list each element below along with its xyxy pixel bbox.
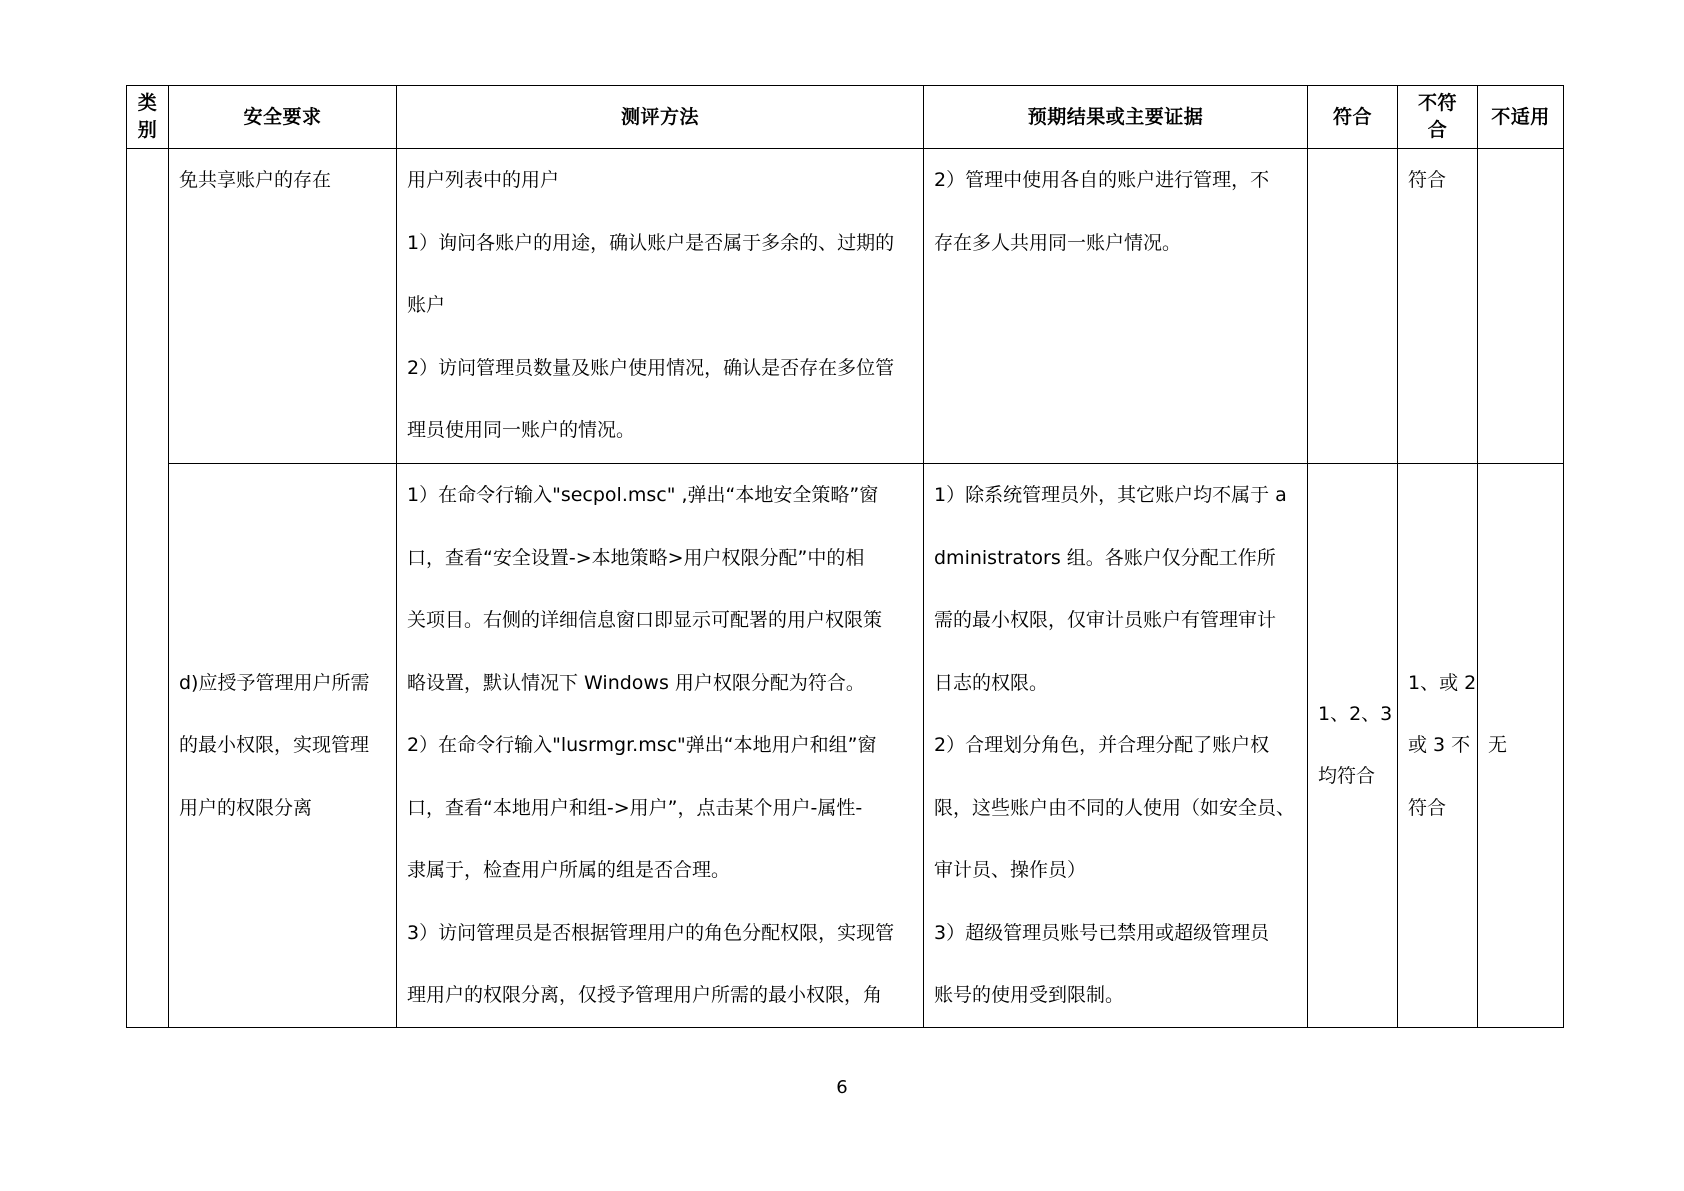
header-na: 不适用 bbox=[1478, 86, 1564, 149]
category-cell bbox=[127, 149, 169, 1028]
header-nonconform: 不符 合 bbox=[1398, 86, 1478, 149]
evaluation-table-sheet bbox=[126, 85, 1563, 1028]
method-cell: 1）在命令行输入"secpol.msc" ,弹出“本地安全策略”窗 口，查看“安全设置->本地策略>用户权限分配”中的相 关项目。右侧的详细信息窗口即显示可配署的用户权限策 略设置，默认情况下 Windows 用户权限分配为符合。 2）在命令行输入"lusrmgr.msc"弹出“本地用户和组”窗 口，查看“本地用户和组->用户”，点击某个用户-属性- 隶属于，检查用户所属的组是否合理。 3）访问管理员是否根据管理用户的角色分配权限，实现管 理用户的权限分离，仅授予管理用户所需的最小权限，角 bbox=[397, 464, 924, 1028]
nonconform-cell: 1、或 2 或 3 不 符合 bbox=[1398, 464, 1478, 1028]
header-category: 类 别 bbox=[127, 86, 169, 149]
na-cell bbox=[1478, 149, 1564, 464]
header-expected: 预期结果或主要证据 bbox=[924, 86, 1308, 149]
table-row bbox=[127, 149, 1564, 464]
header-conform: 符合 bbox=[1308, 86, 1398, 149]
header-method: 测评方法 bbox=[397, 86, 924, 149]
evaluation-table bbox=[126, 85, 1564, 1028]
conform-cell: 1、2、3 均符合 bbox=[1308, 464, 1398, 1028]
header-requirement: 安全要求 bbox=[169, 86, 397, 149]
requirement-cell: 免共享账户的存在 bbox=[169, 149, 397, 464]
na-cell: 无 bbox=[1478, 464, 1564, 1028]
table-row bbox=[127, 464, 1564, 1028]
conform-cell bbox=[1308, 149, 1398, 464]
method-cell: 用户列表中的用户 1）询问各账户的用途，确认账户是否属于多余的、过期的 账户 2）访问管理员数量及账户使用情况，确认是否存在多位管 理员使用同一账户的情况。 bbox=[397, 149, 924, 464]
requirement-cell: d)应授予管理用户所需 的最小权限，实现管理 用户的权限分离 bbox=[169, 464, 397, 1028]
table-header-row bbox=[127, 86, 1564, 149]
expected-cell: 1）除系统管理员外，其它账户均不属于 a dministrators 组。各账户仅分配工作所 需的最小权限，仅审计员账户有管理审计 日志的权限。 2）合理划分角色，并合理分配了账户权 限，这些账户由不同的人使用（如安全员、 审计员、操作员） 3）超级管理员账号已禁用或超级管理员 账号的使用受到限制。 bbox=[924, 464, 1308, 1028]
nonconform-cell: 符合 bbox=[1398, 149, 1478, 464]
expected-cell: 2）管理中使用各自的账户进行管理，不 存在多人共用同一账户情况。 bbox=[924, 149, 1308, 464]
page-number: 6 bbox=[836, 1077, 848, 1098]
